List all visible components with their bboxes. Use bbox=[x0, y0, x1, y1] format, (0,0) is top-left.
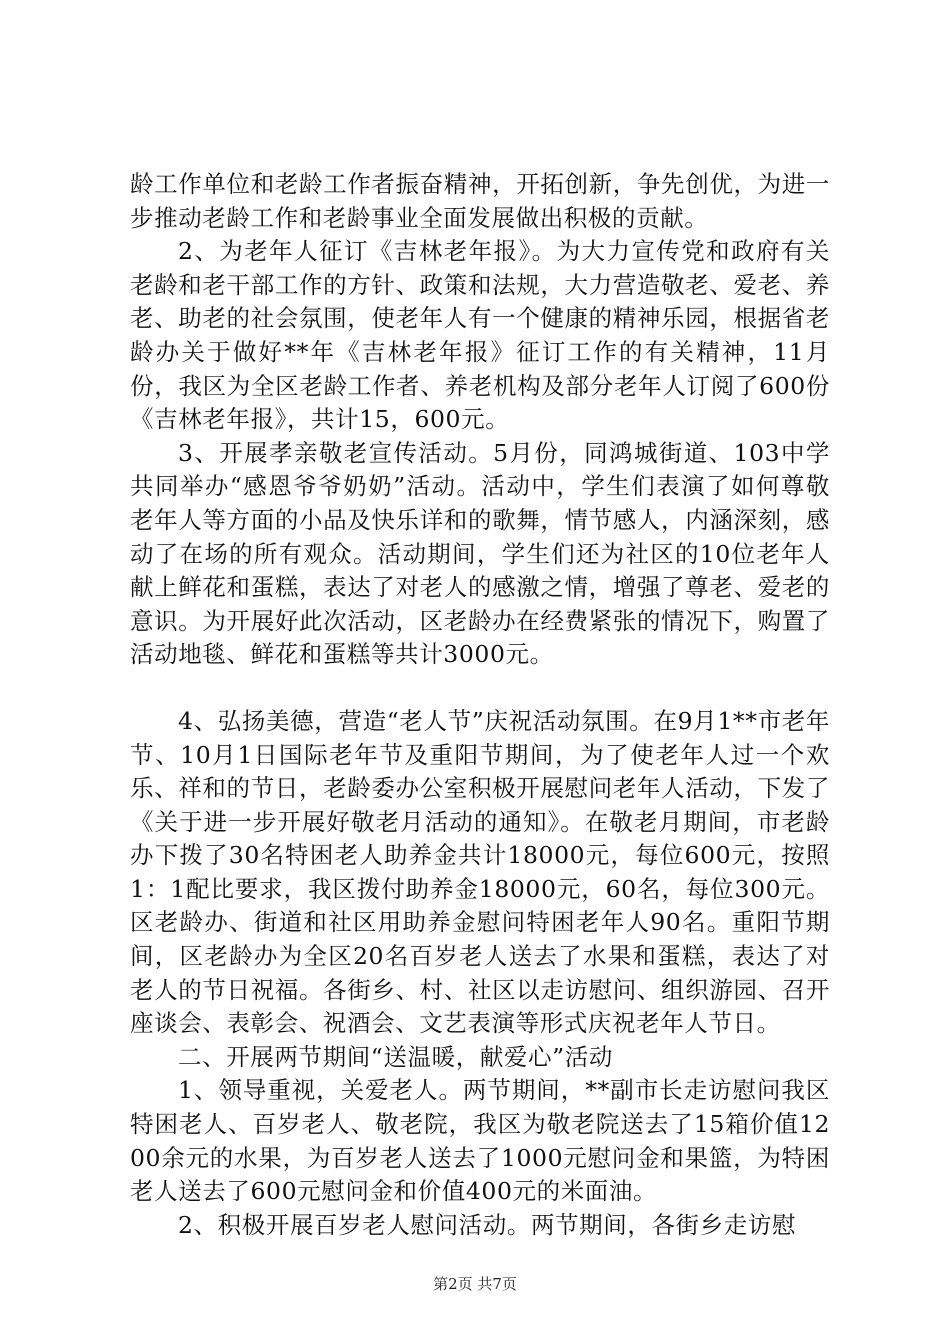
paragraph-spacer bbox=[130, 672, 830, 705]
paragraph-newspaper-subscription: 2、为老年人征订《吉林老年报》。为大力宣传党和政府有关老龄和老干部工作的方针、政策和法规，大力营造敬老、爱老、养老、助老的社会氛围，使老年人有一个健康的精神乐园，根据省老龄办关于做好**年《吉林老年报》征订工作的有关精神，11月份，我区为全区老龄工作者、养老机构及部分老年人订阅了600份《吉林老年报》，共计15，600元。 bbox=[130, 237, 830, 434]
section-heading-two-festivals: 二、开展两节期间“送温暖，献爱心”活动 bbox=[178, 1042, 613, 1071]
page-number-footer: 第2页 共7页 bbox=[433, 1275, 517, 1293]
paragraph-leadership-care: 1、领导重视，关爱老人。两节期间，**副市长走访慰问我区特困老人、百岁老人、敬老院，我区为敬老院送去了15箱价值1200余元的水果，为百岁老人送去了1000元慰问金和果篮，为特困老人送去了600元慰问金和价值400元的米面油。 bbox=[130, 1076, 830, 1206]
document-body bbox=[130, 168, 830, 1242]
paragraph-centenarian-visits: 2、积极开展百岁老人慰问活动。两节期间，各街乡走访慰 bbox=[178, 1210, 797, 1239]
paragraph-filial-piety-campaign: 3、开展孝亲敬老宣传活动。5月份，同鸿城街道、103中学共同举办“感恩爷爷奶奶”活动。活动中，学生们表演了如何尊敬老年人等方面的小品及快乐详和的歌舞，情节感人，内涵深刻，感动了在场的所有观众。活动期间，学生们还为社区的10位老年人献上鲜花和蛋糕，表达了对老人的感激之情，增强了尊老、爱老的意识。为开展好此次活动，区老龄办在经费紧张的情况下，购置了活动地毯、鲜花和蛋糕等共计3000元。 bbox=[130, 438, 830, 669]
paragraph-elderly-festival: 4、弘扬美德，营造“老人节”庆祝活动氛围。在9月1**市老年节、10月1日国际老年节及重阳节期间，为了使老年人过一个欢乐、祥和的节日，老龄委办公室积极开展慰问老年人活动，下发了《关于进一步开展好敬老月活动的通知》。在敬老月期间，市老龄办下拨了30名特困老人助养金共计18000元，每位600元，按照1：1配比要求，我区拨付助养金18000元，60名，每位300元。区老龄办、街道和社区用助养金慰问特困老年人90名。重阳节期间，区老龄办为全区20名百岁老人送去了水果和蛋糕，表达了对老人的节日祝福。各街乡、村、社区以走访慰问、组织游园、召开座谈会、表彰会、祝酒会、文艺表演等形式庆祝老年人节日。 bbox=[130, 706, 830, 1038]
paragraph-continuation: 龄工作单位和老龄工作者振奋精神，开拓创新，争先创优，为进一步推动老龄工作和老龄事业全面发展做出积极的贡献。 bbox=[130, 170, 830, 232]
